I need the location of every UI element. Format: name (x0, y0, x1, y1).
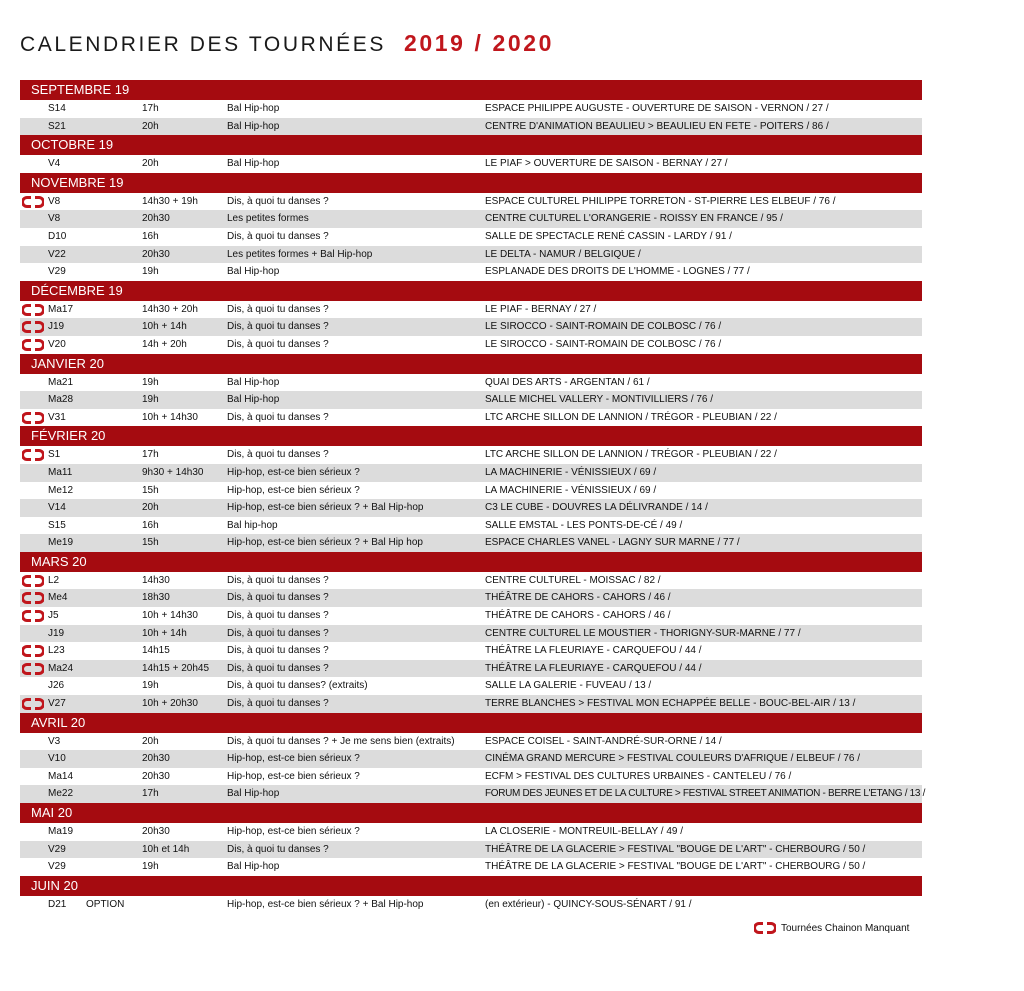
venue-cell: LA MACHINERIE - VÉNISSIEUX / 69 / (485, 484, 657, 496)
time-cell: 20h (142, 120, 159, 132)
chainon-manquant-icon (22, 610, 44, 622)
date-cell: S14 (48, 103, 66, 114)
time-cell: 10h + 14h (142, 321, 187, 333)
venue-cell: THÉÂTRE LA FLEURIAYE - CARQUEFOU / 44 / (485, 662, 702, 674)
chainon-manquant-icon (22, 663, 44, 675)
show-cell: Dis, à quoi tu danses? (extraits) (227, 680, 368, 692)
time-cell: 20h30 (142, 770, 170, 782)
table-row (20, 534, 922, 552)
date-cell: Ma11 (48, 466, 73, 478)
show-cell: Les petites formes + Bal Hip-hop (227, 248, 373, 260)
show-cell: Dis, à quoi tu danses ? (227, 230, 329, 242)
show-cell: Dis, à quoi tu danses ? (227, 338, 329, 350)
date-cell: Ma17 (48, 303, 74, 315)
tour-calendar-table (20, 80, 926, 913)
date-cell: Ma24 (48, 662, 74, 674)
table-row (20, 409, 922, 427)
time-cell: 10h + 14h30 (142, 411, 198, 423)
date-cell: V8 (48, 195, 61, 207)
chainon-manquant-icon (22, 645, 44, 657)
chainon-manquant-icon (22, 321, 44, 333)
table-row (20, 750, 922, 768)
date-cell: V27 (48, 698, 66, 710)
chainon-manquant-icon (22, 412, 44, 424)
month-header: SEPTEMBRE 19 (20, 80, 922, 100)
table-row (20, 733, 922, 751)
venue-cell: LTC ARCHE SILLON DE LANNION / TRÉGOR - PLEUBIAN / 22 / (485, 449, 777, 461)
venue-cell: SALLE DE SPECTACLE RENÉ CASSIN - LARDY / 91 / (485, 230, 732, 242)
table-row (20, 499, 922, 517)
chainon-manquant-icon (22, 449, 44, 461)
time-cell: 14h + 20h (142, 338, 187, 350)
venue-cell: THÉÂTRE DE LA GLACERIE > FESTIVAL "BOUGE DE L'ART" - CHERBOURG / 50 / (485, 861, 866, 873)
venue-cell: FORUM DES JEUNES ET DE LA CULTURE > FESTIVAL STREET ANIMATION - BERRE L'ETANG / 13 / (485, 788, 926, 800)
time-cell: 14h15 + 20h45 (142, 662, 210, 674)
venue-cell: TERRE BLANCHES > FESTIVAL MON ECHAPPÉE BELLE - BOUC-BEL-AIR / 13 / (485, 698, 856, 710)
show-cell: Bal Hip-hop (227, 158, 280, 170)
time-cell: 20h (142, 502, 159, 514)
show-cell: Dis, à quoi tu danses ? (227, 449, 329, 461)
time-cell: 9h30 + 14h30 (142, 466, 204, 478)
date-cell: V3 (48, 735, 61, 747)
time-cell: 20h30 (142, 826, 170, 837)
show-cell: Dis, à quoi tu danses ? (227, 303, 329, 315)
page-title (20, 30, 554, 57)
date-cell: V20 (48, 338, 66, 350)
table-row (20, 246, 922, 264)
table-row (20, 642, 922, 660)
month-section (20, 552, 922, 713)
date-cell: V31 (48, 411, 66, 423)
time-cell: 20h30 (142, 248, 170, 260)
table-row (20, 155, 922, 173)
date-cell: V8 (48, 213, 61, 225)
month-section (20, 281, 922, 354)
show-cell: Hip-hop, est-ce bien sérieux ? (227, 484, 360, 496)
title-prefix: CALENDRIER DES TOURNÉES (20, 33, 386, 56)
chainon-manquant-icon (22, 339, 44, 351)
table-row (20, 572, 922, 590)
month-header: JANVIER 20 (20, 354, 922, 374)
time-cell: 15h (142, 484, 159, 496)
venue-cell: ESPACE COISEL - SAINT-ANDRÉ-SUR-ORNE / 14 / (485, 735, 722, 747)
show-cell: Dis, à quoi tu danses ? (227, 645, 329, 657)
venue-cell: QUAI DES ARTS - ARGENTAN / 61 / (485, 376, 650, 388)
chainon-manquant-icon (754, 922, 776, 934)
date-cell: Ma21 (48, 376, 74, 388)
date-cell: J19 (48, 321, 65, 333)
month-section (20, 803, 922, 876)
month-section (20, 354, 922, 427)
venue-cell: SALLE EMSTAL - LES PONTS-DE-CÉ / 49 / (485, 519, 683, 531)
time-cell: 16h (142, 230, 159, 242)
date-cell: Me19 (48, 537, 74, 549)
time-cell: 20h (142, 735, 159, 747)
date-cell: J26 (48, 680, 65, 692)
month-section (20, 173, 922, 281)
time-cell: 14h30 (142, 574, 170, 586)
venue-cell: ESPLANADE DES DROITS DE L'HOMME - LOGNES / 77 / (485, 266, 750, 278)
date-cell: Ma14 (48, 770, 74, 782)
table-row (20, 464, 922, 482)
table-row (20, 607, 922, 625)
date-cell: Ma28 (48, 394, 74, 406)
venue-cell: LE SIROCCO - SAINT-ROMAIN DE COLBOSC / 76 / (485, 338, 722, 350)
show-cell: Dis, à quoi tu danses ? (227, 610, 329, 622)
show-cell: Bal Hip-hop (227, 861, 280, 873)
month-header: OCTOBRE 19 (20, 135, 922, 155)
chainon-manquant-icon (22, 575, 44, 587)
show-cell: Les petites formes (227, 213, 309, 225)
table-row (20, 695, 922, 713)
table-row (20, 896, 922, 914)
date-cell: S1 (48, 449, 61, 461)
venue-cell: LE PIAF > OUVERTURE DE SAISON - BERNAY / 27 / (485, 158, 728, 170)
time-cell: 20h30 (142, 753, 170, 765)
date-cell: Me4 (48, 592, 68, 604)
table-row (20, 823, 922, 841)
time-cell: 14h30 + 20h (142, 303, 198, 315)
chainon-manquant-icon (22, 698, 44, 710)
time-cell: 10h et 14h (142, 843, 190, 855)
chainon-manquant-icon (22, 196, 44, 208)
venue-cell: SALLE MICHEL VALLERY - MONTIVILLIERS / 76 / (485, 394, 714, 406)
table-row (20, 336, 922, 354)
show-cell: Dis, à quoi tu danses ? (227, 698, 329, 710)
option-cell: OPTION (86, 898, 125, 910)
venue-cell: CENTRE CULTUREL L'ORANGERIE - ROISSY EN FRANCE / 95 / (485, 213, 783, 225)
date-cell: Ma19 (48, 826, 74, 837)
table-row (20, 210, 922, 228)
date-cell: V29 (48, 843, 66, 855)
table-row (20, 768, 922, 786)
venue-cell: LE SIROCCO - SAINT-ROMAIN DE COLBOSC / 76 / (485, 321, 722, 333)
month-header: DÉCEMBRE 19 (20, 281, 922, 301)
month-header: FÉVRIER 20 (20, 426, 922, 446)
date-cell: S21 (48, 120, 66, 132)
venue-cell: SALLE LA GALERIE - FUVEAU / 13 / (485, 680, 652, 692)
venue-cell: CINÉMA GRAND MERCURE > FESTIVAL COULEURS D'AFRIQUE / ELBEUF / 76 / (485, 753, 861, 765)
table-row (20, 660, 922, 678)
venue-cell: LE DELTA - NAMUR / BELGIQUE / (485, 248, 641, 260)
time-cell: 17h (142, 788, 159, 800)
time-cell: 17h (142, 103, 159, 114)
show-cell: Dis, à quoi tu danses ? + Je me sens bien (extraits) (227, 735, 455, 747)
table-row (20, 318, 922, 336)
venue-cell: THÉÂTRE LA FLEURIAYE - CARQUEFOU / 44 / (485, 645, 702, 657)
show-cell: Hip-hop, est-ce bien sérieux ? (227, 826, 360, 837)
table-row (20, 100, 922, 118)
venue-cell: THÉÂTRE DE CAHORS - CAHORS / 46 / (485, 592, 671, 604)
time-cell: 10h + 14h (142, 627, 187, 639)
show-cell: Hip-hop, est-ce bien sérieux ? (227, 753, 360, 765)
show-cell: Dis, à quoi tu danses ? (227, 662, 329, 674)
time-cell: 20h30 (142, 213, 170, 225)
table-row (20, 118, 922, 136)
month-header: AVRIL 20 (20, 713, 922, 733)
venue-cell: LA MACHINERIE - VÉNISSIEUX / 69 / (485, 466, 657, 478)
table-row (20, 193, 922, 211)
legend-label: Tournées Chainon Manquant (781, 923, 910, 934)
time-cell: 19h (142, 680, 159, 692)
date-cell: D21 (48, 898, 67, 910)
table-row (20, 374, 922, 392)
show-cell: Dis, à quoi tu danses ? (227, 574, 329, 586)
time-cell: 18h30 (142, 592, 170, 604)
table-row (20, 625, 922, 643)
time-cell: 14h30 + 19h (142, 195, 198, 207)
venue-cell: LA CLOSERIE - MONTREUIL-BELLAY / 49 / (485, 826, 684, 837)
show-cell: Dis, à quoi tu danses ? (227, 592, 329, 604)
show-cell: Hip-hop, est-ce bien sérieux ? + Bal Hip-hop (227, 898, 424, 910)
time-cell: 16h (142, 519, 159, 531)
time-cell: 15h (142, 537, 159, 549)
date-cell: L23 (48, 645, 65, 657)
time-cell: 19h (142, 376, 159, 388)
time-cell: 14h15 (142, 645, 170, 657)
date-cell: V4 (48, 158, 61, 170)
table-row (20, 301, 922, 319)
venue-cell: ESPACE PHILIPPE AUGUSTE - OUVERTURE DE SAISON - VERNON / 27 / (485, 103, 829, 114)
venue-cell: LTC ARCHE SILLON DE LANNION / TRÉGOR - PLEUBIAN / 22 / (485, 411, 777, 423)
date-cell: J5 (48, 610, 59, 622)
venue-cell: THÉÂTRE DE CAHORS - CAHORS / 46 / (485, 610, 671, 622)
show-cell: Hip-hop, est-ce bien sérieux ? (227, 466, 360, 478)
month-header: MARS 20 (20, 552, 922, 572)
venue-cell: (en extérieur) - QUINCY-SOUS-SÉNART / 91 / (485, 898, 692, 910)
time-cell: 19h (142, 266, 159, 278)
show-cell: Bal Hip-hop (227, 103, 280, 114)
month-header: NOVEMBRE 19 (20, 173, 922, 193)
title-years: 2019 / 2020 (403, 30, 555, 56)
date-cell: V14 (48, 502, 66, 514)
month-section (20, 80, 922, 135)
month-section (20, 876, 922, 914)
venue-cell: ECFM > FESTIVAL DES CULTURES URBAINES - CANTELEU / 76 / (485, 770, 792, 782)
time-cell: 17h (142, 449, 159, 461)
month-header: MAI 20 (20, 803, 922, 823)
show-cell: Dis, à quoi tu danses ? (227, 411, 329, 423)
venue-cell: ESPACE CULTUREL PHILIPPE TORRETON - ST-PIERRE LES ELBEUF / 76 / (485, 195, 836, 207)
table-row (20, 858, 922, 876)
table-row (20, 785, 926, 803)
table-row (20, 677, 922, 695)
time-cell: 20h (142, 158, 159, 170)
table-row (20, 228, 922, 246)
show-cell: Bal Hip-hop (227, 394, 280, 406)
date-cell: V29 (48, 861, 66, 873)
time-cell: 10h + 20h30 (142, 698, 198, 710)
date-cell: V22 (48, 248, 66, 260)
venue-cell: C3 LE CUBE - DOUVRES LA DÉLIVRANDE / 14 / (485, 502, 708, 514)
show-cell: Hip-hop, est-ce bien sérieux ? (227, 770, 360, 782)
venue-cell: CENTRE CULTUREL LE MOUSTIER - THORIGNY-SUR-MARNE / 77 / (485, 627, 801, 639)
chainon-manquant-icon (22, 592, 44, 604)
table-row (20, 841, 922, 859)
time-cell: 19h (142, 394, 159, 406)
show-cell: Dis, à quoi tu danses ? (227, 321, 329, 333)
show-cell: Bal Hip-hop (227, 120, 280, 132)
table-row (20, 517, 922, 535)
table-row (20, 482, 922, 500)
date-cell: Me12 (48, 484, 74, 496)
time-cell: 19h (142, 861, 159, 873)
venue-cell: ESPACE CHARLES VANEL - LAGNY SUR MARNE / 77 / (485, 537, 740, 549)
date-cell: V29 (48, 266, 66, 278)
table-row (20, 263, 922, 281)
show-cell: Bal Hip-hop (227, 266, 280, 278)
date-cell: V10 (48, 753, 66, 765)
table-row (20, 391, 922, 409)
time-cell: 10h + 14h30 (142, 610, 198, 622)
month-section (20, 135, 922, 173)
show-cell: Dis, à quoi tu danses ? (227, 195, 329, 207)
chainon-manquant-icon (22, 304, 44, 316)
month-section (20, 713, 926, 803)
venue-cell: THÉÂTRE DE LA GLACERIE > FESTIVAL "BOUGE DE L'ART" - CHERBOURG / 50 / (485, 843, 866, 855)
month-section (20, 426, 922, 552)
show-cell: Hip-hop, est-ce bien sérieux ? + Bal Hip hop (227, 537, 423, 549)
date-cell: Me22 (48, 788, 74, 800)
table-row (20, 446, 922, 464)
date-cell: L2 (48, 574, 60, 586)
table-row (20, 589, 922, 607)
show-cell: Dis, à quoi tu danses ? (227, 627, 329, 639)
show-cell: Bal Hip-hop (227, 376, 280, 388)
month-header: JUIN 20 (20, 876, 922, 896)
date-cell: D10 (48, 230, 67, 242)
venue-cell: CENTRE CULTUREL - MOISSAC / 82 / (485, 574, 661, 586)
show-cell: Bal hip-hop (227, 519, 278, 531)
date-cell: S15 (48, 519, 66, 531)
date-cell: J19 (48, 627, 65, 639)
venue-cell: LE PIAF - BERNAY / 27 / (485, 303, 597, 315)
show-cell: Dis, à quoi tu danses ? (227, 843, 329, 855)
show-cell: Bal Hip-hop (227, 788, 280, 800)
show-cell: Hip-hop, est-ce bien sérieux ? + Bal Hip-hop (227, 502, 424, 514)
venue-cell: CENTRE D'ANIMATION BEAULIEU > BEAULIEU EN FETE - POITERS / 86 / (485, 120, 829, 132)
